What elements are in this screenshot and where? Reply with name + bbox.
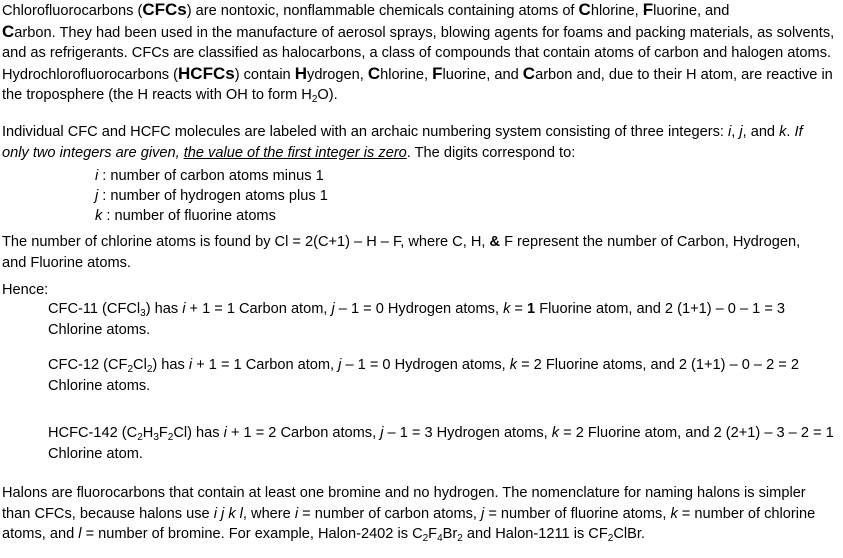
numbering-paragraph (2, 122, 832, 163)
text: ) has (145, 301, 183, 317)
subscript: 2 (607, 533, 614, 544)
text: F (428, 526, 438, 542)
text: F represent the number of Carbon, Hydrogen, and Fluorine atoms. (2, 234, 801, 271)
subscript: 3 (140, 308, 146, 319)
var-k: k (509, 357, 518, 373)
subscript: 2 (137, 432, 143, 443)
text: = (510, 301, 528, 317)
text: H (142, 425, 154, 441)
text: Cl) has (173, 425, 224, 441)
var-j: j (481, 505, 485, 522)
var-j: j (338, 357, 342, 373)
halons-paragraph (2, 483, 837, 545)
text: luorine, and (442, 66, 523, 83)
text: Hence: (2, 282, 49, 298)
text: , and (742, 124, 780, 140)
initial-letter: C (2, 21, 15, 41)
text: + 1 = 1 Carbon atom, (192, 357, 339, 373)
text: . (786, 124, 795, 140)
initial-letter: H (294, 63, 308, 83)
definition-i (95, 166, 324, 187)
text: Br (442, 526, 458, 542)
text: , (731, 124, 740, 140)
subscript: 2 (146, 364, 153, 375)
initial-letter: C (578, 0, 591, 19)
text: – 1 = 0 Hydrogen atoms, (341, 357, 510, 373)
text: CFC-11 (CFCl (48, 301, 141, 317)
text: . The digits correspond to: (406, 144, 576, 161)
text: = number of chlorine atoms, and (2, 505, 816, 542)
text: Cl (133, 357, 147, 373)
var-j: j (380, 425, 384, 441)
definition-k (95, 206, 276, 227)
text: The number of chlorine atoms is found by Cl = 2(C+1) – H – F, where C, H, (2, 234, 490, 250)
subscript: 2 (457, 533, 463, 544)
text: arbon. They had been used in the manufacture of aerosol sprays, blowing agents for foams and packing materials, as solvents, and as refrigerants. CFCs are classified as halocarbons, a class of compounds that contain atoms of carbon and halogen atoms. Hydrochlorofluorocarbons ( (2, 24, 835, 83)
text: CFC-12 (CF (48, 357, 128, 373)
subscript: 2 (127, 364, 134, 375)
var-k: k (670, 505, 678, 522)
text: Individual CFC and HCFC molecules are labeled with an archaic numbering system consisting of three integers: (2, 124, 728, 140)
text: = 2 Fluorine atoms, and 2 (1+1) – 0 – 2 = 2 Chlorine atoms. (48, 357, 799, 394)
var-i: i (223, 425, 227, 441)
text: and Halon-1211 is CF (462, 526, 608, 542)
text: hlorine, (380, 66, 433, 83)
text: luorine, and (653, 3, 730, 19)
text: = number of fluorine atoms, (484, 505, 671, 522)
text: = number of carbon atoms, (298, 505, 482, 522)
var-j: j (331, 301, 335, 317)
subscript: 4 (437, 533, 443, 544)
var-l: l (78, 526, 82, 542)
text: + 1 = 1 Carbon atom, (185, 301, 332, 317)
subscript: 2 (167, 432, 174, 443)
subscript: 3 (153, 432, 159, 443)
example-cfc-12 (48, 355, 838, 396)
text: Fluorine atom, and 2 (1+1) – 0 – 1 = 3 Chlorine atoms. (48, 301, 786, 338)
text: O). (317, 87, 338, 103)
subscript: 2 (311, 94, 318, 105)
hence-label (2, 280, 48, 301)
var-j: j (739, 124, 743, 140)
definition-text: : number of carbon atoms minus 1 (98, 168, 324, 184)
text: HCFC-142 (C (48, 425, 138, 441)
var-i: i (182, 301, 186, 317)
italic-note: If only two integers are given, (2, 124, 803, 161)
var-j: j (95, 188, 99, 204)
var-i: i (294, 505, 299, 522)
var-k: k (95, 208, 103, 224)
text: , where (242, 505, 295, 522)
example-hcfc-142 (48, 423, 838, 464)
text: – 1 = 0 Hydrogen atoms, (334, 301, 504, 317)
initial-letter: F (642, 0, 654, 19)
text: ydrogen, (307, 66, 368, 83)
text: Halons are fluorocarbons that contain at least one bromine and no hydrogen. The nomenclature for naming halons is simpler than CFCs, because halons use (2, 485, 806, 522)
initial-letter: C (367, 63, 381, 83)
underlined-note: the value of the first integer is zero (183, 144, 407, 161)
example-cfc-11 (48, 299, 838, 340)
ampersand: & (489, 234, 501, 250)
text: = 2 Fluorine atom, and 2 (2+1) – 3 – 2 = 1 Chlorine atom. (48, 425, 834, 462)
hcfcs-term: HCFCs (178, 63, 235, 83)
var-i: i (727, 124, 732, 140)
initial-letter: C (522, 63, 536, 83)
chlorine-rule-paragraph (2, 232, 822, 273)
var-i: i (188, 357, 193, 373)
definition-j (95, 186, 328, 207)
bold-number: 1 (527, 301, 536, 317)
text: ClBr. (613, 526, 645, 542)
text: + 1 = 2 Carbon atoms, (226, 425, 381, 441)
text: hlorine, (590, 3, 643, 19)
text: = number of bromine. For example, Halon-2402 is C (81, 526, 423, 542)
definition-text: : number of hydrogen atoms plus 1 (98, 188, 328, 204)
initial-letter: F (432, 63, 443, 83)
text: – 1 = 3 Hydrogen atoms, (383, 425, 552, 441)
subscript: 2 (422, 533, 429, 544)
intro-paragraph (2, 0, 842, 106)
cfcs-term: CFCs (142, 0, 187, 19)
text: ) contain (234, 66, 295, 83)
var-ijkl: i j k l (213, 505, 243, 522)
text: Chlorofluorocarbons ( (2, 3, 143, 19)
definition-text: : number of fluorine atoms (102, 208, 276, 224)
var-k: k (503, 301, 511, 317)
var-k: k (551, 425, 560, 441)
text: F (158, 425, 168, 441)
text: ) are nontoxic, nonflammable chemicals containing atoms of (186, 3, 579, 19)
text: arbon and, due to their H atom, are reactive in the troposphere (the H reacts with OH to form H (2, 66, 833, 103)
var-i: i (95, 168, 99, 184)
text: ) has (152, 357, 189, 373)
var-k: k (779, 124, 787, 140)
